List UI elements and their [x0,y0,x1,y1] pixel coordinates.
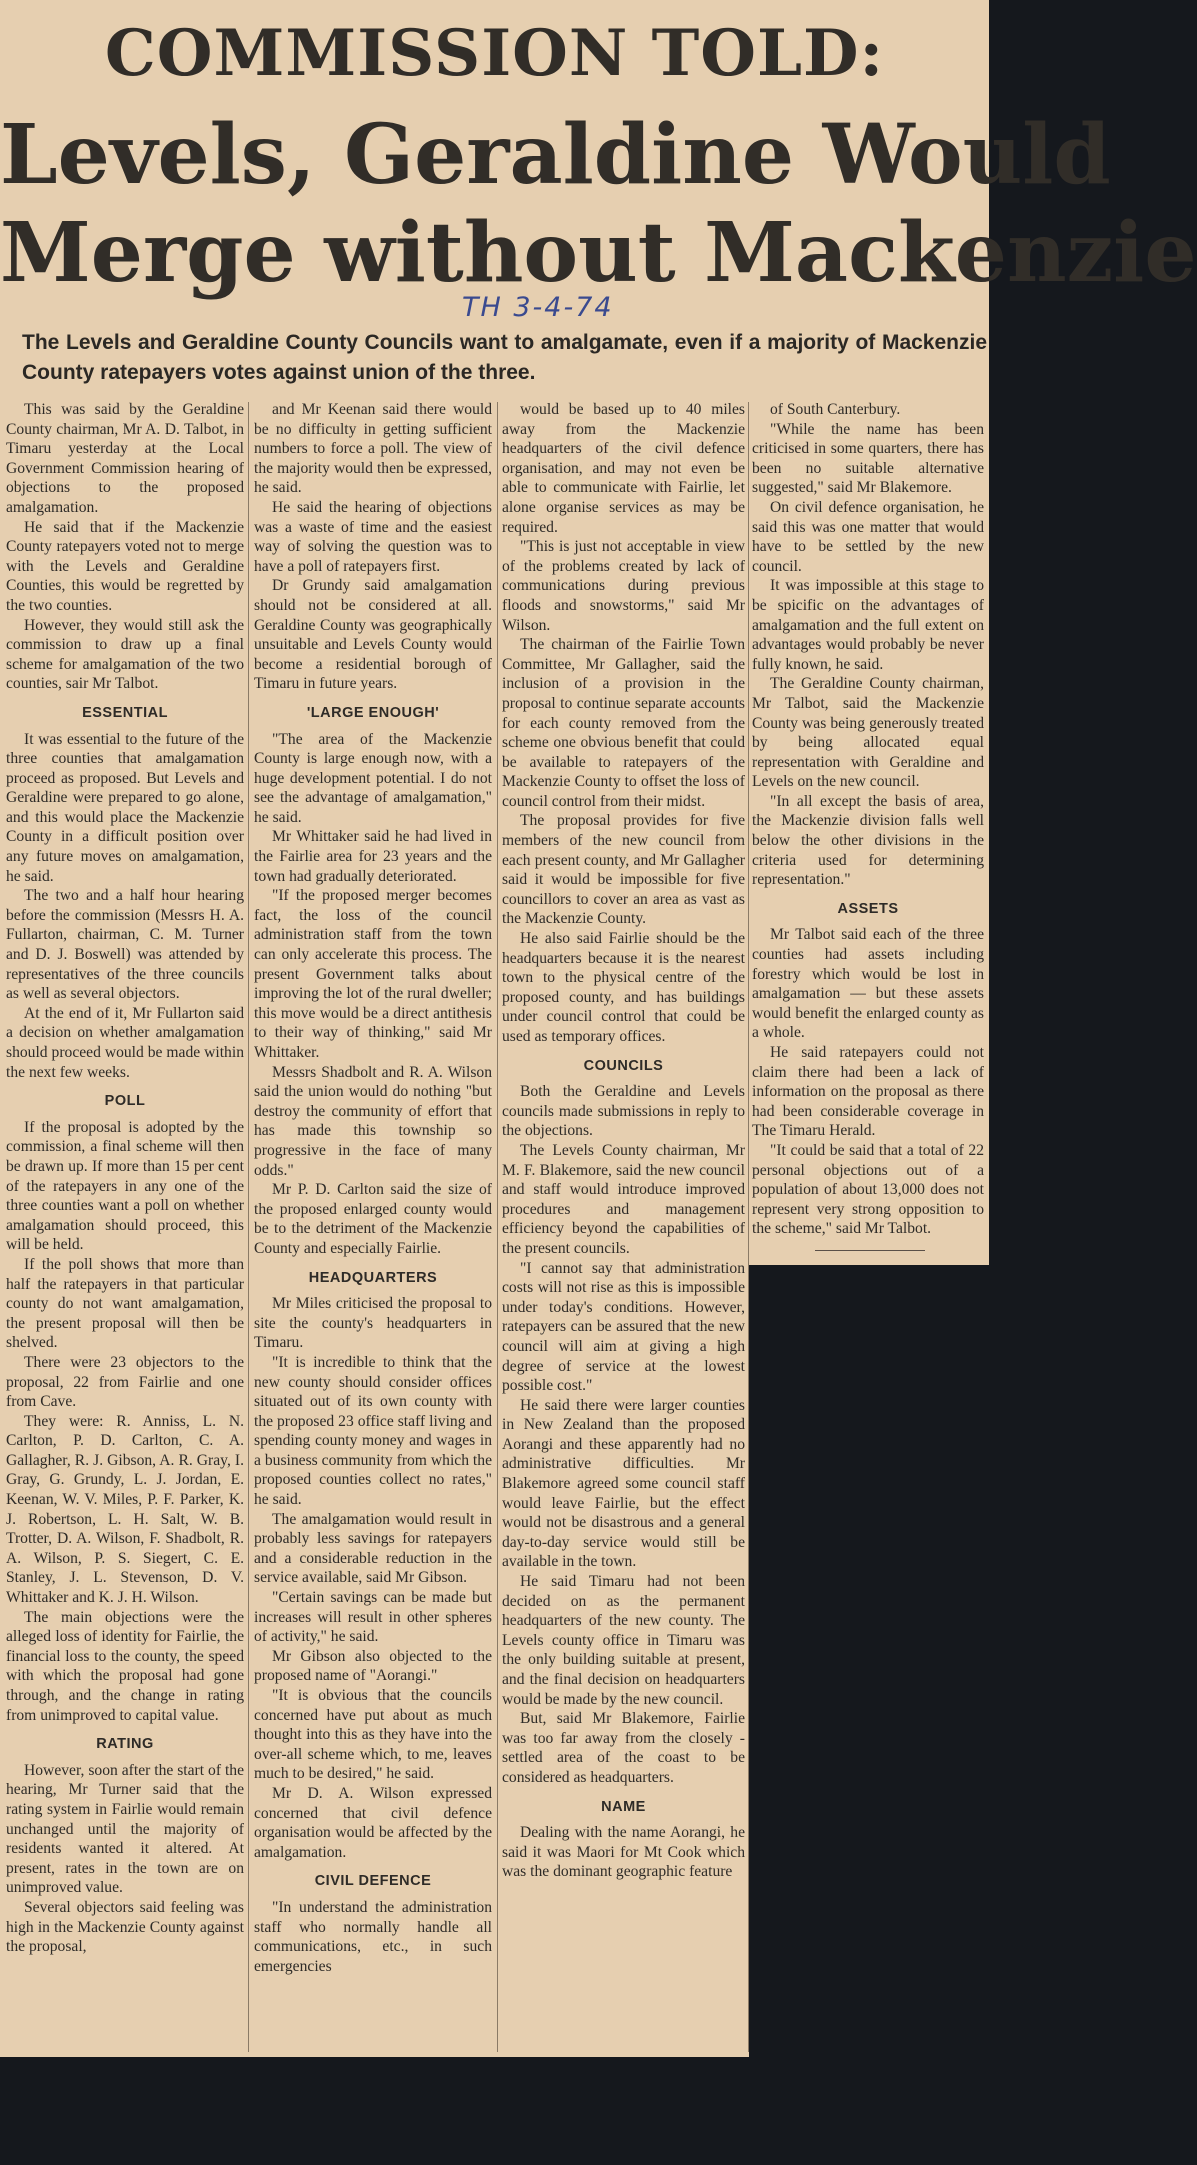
paragraph: "In all except the basis of area, the Mackenzie division falls well below the other divisions in the criteria used for determining representation." [752,792,984,889]
paragraph: However, they would still ask the commission to draw up a final scheme for amalgamation of the two counties, sair Mr Talbot. [6,616,244,693]
paragraph: The proposal provides for five members of the new council from each present county, and Mr Gallagher said it would be impossible for five councillors to cover an area as vast as the Mackenzie County. [502,812,745,928]
subheading: POLL [104,1093,146,1110]
paragraph: Dealing with the name Aorangi, he said it was Maori for Mt Cook which was the dominant geographic feature [502,1824,745,1881]
paragraph: Both the Geraldine and Levels councils made submissions in reply to the objections. [502,1083,745,1140]
paragraph: But, said Mr Blakemore, Fairlie was too far away from the closely - settled area of the coast to be considered as headquarters. [502,1710,745,1786]
paragraph: The Geraldine County chairman, Mr Talbot, said the Mackenzie County was being generously treated by being allocated equal representation with Geraldine and Levels on the new council. [752,675,984,791]
subheading: COUNCILS [583,1057,664,1074]
paragraph: "It is obvious that the councils concerned have put about as much thought into this as they have into the over-all scheme which, to me, leaves much to be desired," he said. [254,1687,492,1783]
paragraph: He also said Fairlie should be the headquarters because it is the nearest town to the physical centre of the proposed county, and has buildings under council control that could be used as temporary offices. [502,930,745,1045]
paragraph: There were 23 objectors to the proposal, 22 from Fairlie and one from Cave. [6,1353,244,1411]
paragraph: "It is incredible to think that the new county should consider offices situated out of its own county with the proposed 23 office staff living and spending county money and wages in a business community from which the proposed counties collect no rates," he said. [254,1353,492,1509]
paragraph: It was impossible at this stage to be spicific on the advantages of amalgamation and the full extent on advantages would probably be never fully known, he said. [752,577,984,673]
paragraph: If the proposal is adopted by the commission, a final scheme will then be drawn up. If more than 15 per cent of the ratepayers in any one of the three counties want a poll on whether amalgamation should proceed, this will be held. [6,1118,244,1254]
paragraph: However, soon after the start of the hearing, Mr Turner said that the rating system in Fairlie would remain unchanged until the majority of residents wanted it altered. At present, rates in the town are on unimproved value. [6,1761,244,1897]
paragraph: "While the name has been criticised in some quarters, there has been no suitable alternative suggested," said Mr Blakemore. [752,420,984,497]
paragraph: of South Canterbury. [770,401,901,418]
subheading: NAME [601,1798,646,1815]
paragraph: "I cannot say that administration costs will not rise as this is impossible under today's conditions. However, ratepayers can be assured that the new council will aim at giving a high degree of service at the lowest possible cost." [502,1259,745,1395]
paragraph: Mr Miles criticised the proposal to site the county's headquarters in Timaru. [254,1295,492,1352]
subheading: ESSENTIAL [82,704,168,721]
headline-line-1: COMMISSION TOLD: [104,16,885,91]
article-column-3 [502,400,745,2050]
paragraph: Mr P. D. Carlton said the size of the proposed enlarged county would be to the detriment of the Mackenzie County and especially Fairlie. [254,1181,492,1257]
headline-line-2: Levels, Geraldine Would [0,107,1111,203]
paragraph: "The area of the Mackenzie County is large enough now, with a huge development potential. I do not see the advantage of amalgamation," he said. [254,730,492,826]
paragraph: would be based up to 40 miles away from the Mackenzie headquarters of the civil defence organisation, and may not even be able to communicate with Fairlie, let alone organise services as may be required. [502,401,745,536]
column-rule [497,402,498,2052]
paragraph: It was essential to the future of the three counties that amalgamation proceed as proposed. But Levels and Geraldine were prepared to go alone, and this would place the Mackenzie County in a difficult position over any future moves on amalgamation, he said. [6,730,244,885]
subheading: ASSETS [837,900,899,917]
paragraph: "If the proposed merger becomes fact, the loss of the council administration staff from the town can only accelerate this process. The present Government talks about improving the lot of the rural dweller; this move would be a direct antithesis to their way of thinking," said Mr Whittaker. [254,887,492,1061]
paragraph: The main objections were the alleged loss of identity for Fairlie, the financial loss to the county, the speed with which the proposal had gone through, and the change in rating from unimproved to capital value. [6,1608,244,1724]
paragraph: They were: R. Anniss, L. N. Carlton, P. D. Carlton, C. A. Gallagher, R. J. Gibson, A. R. Gray, I. Gray, G. Grundy, L. J. Jordan, E. Keenan, W. V. Miles, P. F. Parker, K. J. Robertson, L. H. Salt, W. B. Trotter, D. A. Wilson, F. Shadbolt, R. A. Wilson, P. S. Siegert, C. E. Stanley, J. L. Stevenson, D. V. Whittaker and K. J. H. Wilson. [6,1412,244,1607]
paragraph: If the poll shows that more than half the ratepayers in that particular county do not want amalgamation, the present proposal will then be shelved. [6,1255,244,1352]
paragraph: The Levels County chairman, Mr M. F. Blakemore, said the new council and staff would introduce improved procedures and management efficiency beyond the capabilities of the present councils. [502,1141,745,1257]
paragraph: Mr Whittaker said he had lived in the Fairlie area for 23 years and the town had gradually deteriorated. [254,828,492,885]
paragraph: Mr Talbot said each of the three counties had assets including forestry which would be lost in amalgamation — but these assets would benefit the enlarged county as a whole. [752,926,984,1042]
paragraph: "In understand the administration staff who normally handle all communications, etc., in such emergencies [254,1898,492,1975]
paragraph: This was said by the Geraldine County chairman, Mr A. D. Talbot, in Timaru yesterday at the Local Government Commission hearing of objections to the proposed amalgamation. [6,401,244,516]
paragraph: Dr Grundy said amalgamation should not be considered at all. Geraldine County was geographically unsuitable and Levels County would become a residential borough of Timaru in future years. [254,577,492,693]
paragraph: On civil defence organisation, he said this was one matter that would have to be settled by the new council. [752,498,984,575]
paragraph: He said Timaru had not been decided on as the permanent headquarters of the new county. The Levels county office in Timaru was the only building suitable at present, and the final decision on headquarters would be made by the new council. [502,1573,745,1708]
handwritten-date-annotation: TH 3-4-74 [462,292,614,323]
paragraph: and Mr Keenan said there would be no difficulty in getting sufficient numbers to force a poll. The view of the majority would then be expressed, he said. [254,401,492,497]
article-lede: The Levels and Geraldine County Councils want to amalgamate, even if a majority of Mackenzie County ratepayers votes against union of the three. [22,331,987,384]
paragraph: Mr D. A. Wilson expressed concerned that civil defence organisation would be affected by the amalgamation. [254,1784,492,1861]
paragraph: He said there were larger counties in New Zealand than the proposed Aorangi and these apparently had no administrative difficulties. Mr Blakemore agreed some council staff would leave Fairlie, but the effect would not be disastrous and a general day-to-day service would still be available in the town. [502,1396,745,1571]
article-column-2 [254,400,492,2050]
paragraph: The amalgamation would result in probably less savings for ratepayers and a considerable reduction in the service available, said Mr Gibson. [254,1510,492,1587]
article-column-1 [6,400,244,2050]
subheading: 'LARGE ENOUGH' [306,704,440,721]
article-end-rule [815,1250,925,1251]
column-rule [748,402,749,2052]
subheading: CIVIL DEFENCE [314,1873,432,1890]
paragraph: Several objectors said feeling was high in the Mackenzie County against the proposal, [6,1898,244,1956]
paragraph: The chairman of the Fairlie Town Committee, Mr Gallagher, said the inclusion of a provision in the proposal to continue separate accounts for each county removed from the scheme one obvious benefit that could be available to ratepayers of the Mackenzie County to offset the loss of council control from their midst. [502,636,745,810]
paragraph: He said the hearing of objections was a waste of time and the easiest way of solving the question was to have a poll of ratepayers first. [254,498,492,575]
column-rule [248,402,249,2052]
paragraph: At the end of it, Mr Fullarton said a decision on whether amalgamation should proceed would be made within the next few weeks. [6,1004,244,1081]
paragraph: The two and a half hour hearing before the commission (Messrs H. A. Fullarton, chairman, C. M. Turner and D. J. Boswell) was attended by representatives of the three councils as well as several objectors. [6,887,244,1003]
paragraph: He said that if the Mackenzie County ratepayers voted not to merge with the Levels and Geraldine Counties, this would be regretted by the two counties. [6,518,244,614]
paragraph: He said ratepayers could not claim there had been a lack of information on the proposal as there had been considerable coverage in The Timaru Herald. [752,1044,984,1140]
paragraph: Mr Gibson also objected to the proposed name of "Aorangi." [254,1647,492,1685]
paragraph: "This is just not acceptable in view of the problems created by lack of communications during previous floods and snowstorms," said Mr Wilson. [502,538,745,634]
subheading: HEADQUARTERS [308,1269,438,1286]
headline-line-3: Merge without Mackenzie [0,205,1197,301]
paragraph: Messrs Shadbolt and R. A. Wilson said the union would do nothing "but destroy the community of effort that has made this township so progressive in the face of many odds." [254,1063,492,1179]
subheading: RATING [96,1736,154,1753]
article-column-4 [752,400,984,1260]
paragraph: "It could be said that a total of 22 personal objections out of a population of about 13,000 does not represent very strong opposition to the scheme," said Mr Talbot. [752,1141,984,1238]
paragraph: "Certain savings can be made but increases will result in other spheres of activity," he said. [254,1589,492,1646]
